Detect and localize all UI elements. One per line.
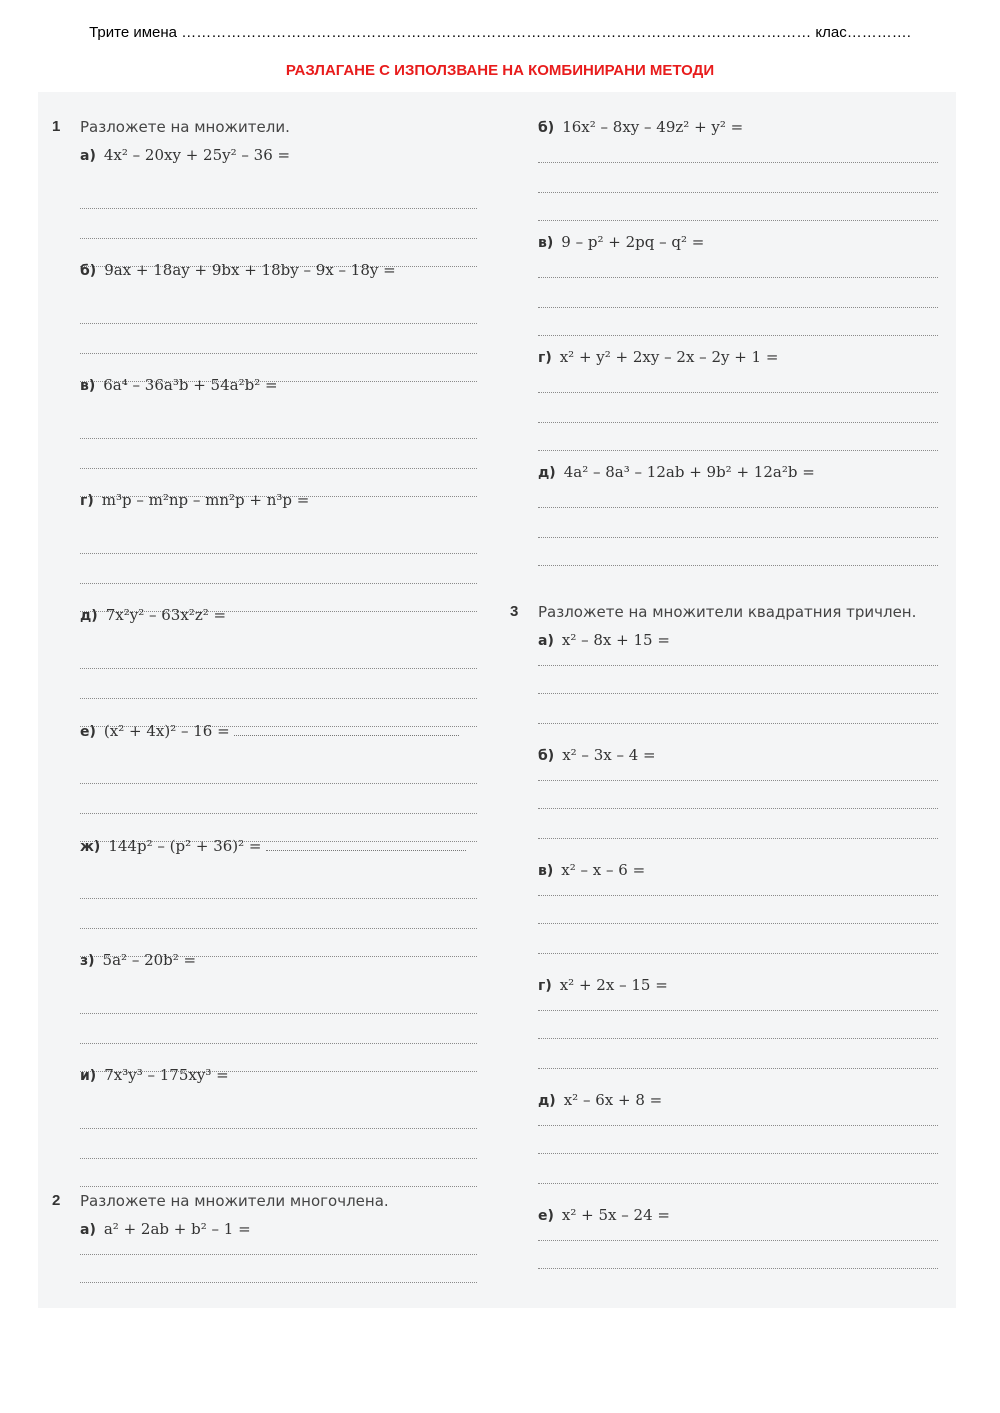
item-letter: и)	[80, 1068, 97, 1084]
answer-line[interactable]	[538, 450, 938, 451]
answer-line[interactable]	[80, 1158, 477, 1159]
item-letter: г)	[538, 978, 552, 994]
task-number: 3	[510, 603, 519, 620]
answer-line[interactable]	[80, 208, 477, 209]
answer-line[interactable]	[80, 1282, 477, 1283]
item-letter: з)	[80, 953, 95, 969]
answer-line[interactable]	[538, 1010, 938, 1011]
answer-line[interactable]	[80, 668, 477, 669]
task-instruction: Разложете на множители квадратния тричлен.	[538, 603, 917, 621]
exercise-3e	[538, 1089, 938, 1204]
item-letter: б)	[80, 263, 97, 279]
exercise-1g	[80, 834, 477, 949]
item-expression: x² + 2x – 15 =	[559, 976, 668, 994]
answer-line[interactable]	[538, 392, 938, 393]
class-input-dots[interactable]: ………….	[846, 24, 911, 41]
item-expression: 4x² – 20xy + 25y² – 36 =	[103, 146, 291, 164]
answer-line[interactable]	[80, 553, 477, 554]
answer-line[interactable]	[538, 307, 938, 308]
item-expression: x² + y² + 2xy – 2x – 2y + 1 =	[559, 348, 779, 366]
exercise-1i	[80, 1064, 477, 1190]
exercise-1f	[80, 719, 477, 834]
item-expression: 7x²y² – 63x²z² =	[105, 606, 227, 624]
item-letter: а)	[80, 148, 96, 164]
item-letter: д)	[538, 465, 556, 481]
answer-line[interactable]	[538, 507, 938, 508]
answer-line[interactable]	[538, 808, 938, 809]
item-letter: в)	[80, 378, 96, 394]
item-expression: x² – 3x – 4 =	[562, 746, 656, 764]
answer-line[interactable]	[538, 1125, 938, 1126]
exercise-1d	[80, 489, 477, 604]
answer-line[interactable]	[80, 1186, 477, 1187]
item-expression: 144p² – (p² + 36)² =	[108, 837, 262, 855]
item-expression: 4a² – 8a³ – 12ab + 9b² + 12a²b =	[563, 463, 815, 481]
item-expression: m³p – m²np – mn²p + n³p =	[101, 491, 310, 509]
answer-line[interactable]	[80, 813, 477, 814]
item-letter: в)	[538, 235, 554, 251]
answer-line[interactable]	[538, 192, 938, 193]
exercise-2e	[538, 461, 938, 601]
item-letter: е)	[538, 1208, 554, 1224]
item-letter: д)	[538, 1093, 556, 1109]
item-expression: (x² + 4x)² – 16 =	[103, 722, 230, 740]
answer-line[interactable]	[80, 1128, 477, 1129]
item-expression: a² + 2ab + b² – 1 =	[103, 1220, 251, 1238]
exercise-2a	[80, 1218, 477, 1298]
answer-line[interactable]	[538, 277, 938, 278]
answer-line[interactable]	[80, 1254, 477, 1255]
exercise-3a	[538, 629, 938, 744]
names-label: Трите имена	[89, 24, 178, 41]
answer-line[interactable]	[80, 783, 477, 784]
exercise-2c	[538, 231, 938, 346]
inline-answer-line[interactable]	[234, 721, 459, 736]
answer-line[interactable]	[538, 1068, 938, 1069]
item-expression: 5a² – 20b² =	[102, 951, 197, 969]
answer-line[interactable]	[538, 565, 938, 566]
item-letter: а)	[80, 1222, 96, 1238]
task-2-header	[52, 1190, 477, 1218]
task-instruction: Разложете на множители.	[80, 118, 290, 136]
answer-line[interactable]	[538, 422, 938, 423]
task-3-header	[510, 601, 938, 629]
answer-line[interactable]	[538, 162, 938, 163]
answer-line[interactable]	[80, 1043, 477, 1044]
answer-line[interactable]	[80, 438, 477, 439]
item-expression: 9ax + 18ay + 9bx + 18by – 9x – 18y =	[104, 261, 396, 279]
exercise-1h	[80, 949, 477, 1064]
item-expression: 7x³y³ – 175xy³ =	[104, 1066, 229, 1084]
answer-line[interactable]	[538, 1268, 938, 1269]
answer-line[interactable]	[80, 353, 477, 354]
task-1-header	[52, 116, 477, 144]
item-letter: ж)	[80, 839, 101, 855]
inline-answer-line[interactable]	[266, 836, 466, 851]
exercise-2d	[538, 346, 938, 461]
exercise-1a	[80, 144, 477, 259]
exercise-3d	[538, 974, 938, 1089]
item-expression: x² – x – 6 =	[561, 861, 646, 879]
task-number: 1	[52, 118, 61, 135]
answer-line[interactable]	[538, 220, 938, 221]
answer-line[interactable]	[538, 1240, 938, 1241]
item-letter: а)	[538, 633, 554, 649]
header-line	[0, 24, 1000, 41]
answer-line[interactable]	[80, 928, 477, 929]
right-column	[510, 116, 938, 1284]
item-letter: б)	[538, 120, 555, 136]
names-input-dots[interactable]: ………………………………………………………………………………………………………………	[181, 24, 812, 41]
exercise-3f	[538, 1204, 938, 1284]
item-expression: 9 – p² + 2pq – q² =	[561, 233, 705, 251]
item-letter: д)	[80, 608, 98, 624]
exercise-3b	[538, 744, 938, 859]
exercise-3c	[538, 859, 938, 974]
answer-line[interactable]	[80, 468, 477, 469]
worksheet-title: РАЗЛАГАНЕ С ИЗПОЛЗВАНЕ НА КОМБИНИРАНИ МЕТОДИ	[285, 62, 715, 79]
answer-line[interactable]	[538, 1183, 938, 1184]
exercise-2b	[538, 116, 938, 231]
task-instruction: Разложете на множители многочлена.	[80, 1192, 389, 1210]
task-number: 2	[52, 1192, 61, 1209]
item-letter: е)	[80, 724, 96, 740]
answer-line[interactable]	[538, 693, 938, 694]
answer-line[interactable]	[538, 1153, 938, 1154]
answer-line[interactable]	[80, 898, 477, 899]
answer-line[interactable]	[538, 665, 938, 666]
answer-line[interactable]	[538, 895, 938, 896]
item-expression: 6a⁴ – 36a³b + 54a²b² =	[103, 376, 278, 394]
answer-line[interactable]	[538, 537, 938, 538]
item-letter: г)	[538, 350, 552, 366]
item-letter: б)	[538, 748, 555, 764]
answer-line[interactable]	[538, 335, 938, 336]
answer-line[interactable]	[538, 780, 938, 781]
answer-line[interactable]	[538, 923, 938, 924]
item-expression: x² – 6x + 8 =	[563, 1091, 663, 1109]
answer-line[interactable]	[538, 1038, 938, 1039]
answer-line[interactable]	[538, 723, 938, 724]
answer-line[interactable]	[80, 238, 477, 239]
exercise-1c	[80, 374, 477, 489]
item-expression: 16x² – 8xy – 49z² + y² =	[562, 118, 744, 136]
answer-line[interactable]	[538, 838, 938, 839]
item-letter: в)	[538, 863, 554, 879]
exercise-1b	[80, 259, 477, 374]
item-letter: г)	[80, 493, 94, 509]
item-expression: x² + 5x – 24 =	[561, 1206, 670, 1224]
answer-line[interactable]	[80, 698, 477, 699]
answer-line[interactable]	[80, 583, 477, 584]
left-column	[52, 116, 477, 1298]
exercise-1e	[80, 604, 477, 719]
class-label: клас	[815, 24, 847, 41]
answer-line[interactable]	[80, 323, 477, 324]
answer-line[interactable]	[80, 1013, 477, 1014]
item-expression: x² – 8x + 15 =	[561, 631, 670, 649]
answer-line[interactable]	[538, 953, 938, 954]
